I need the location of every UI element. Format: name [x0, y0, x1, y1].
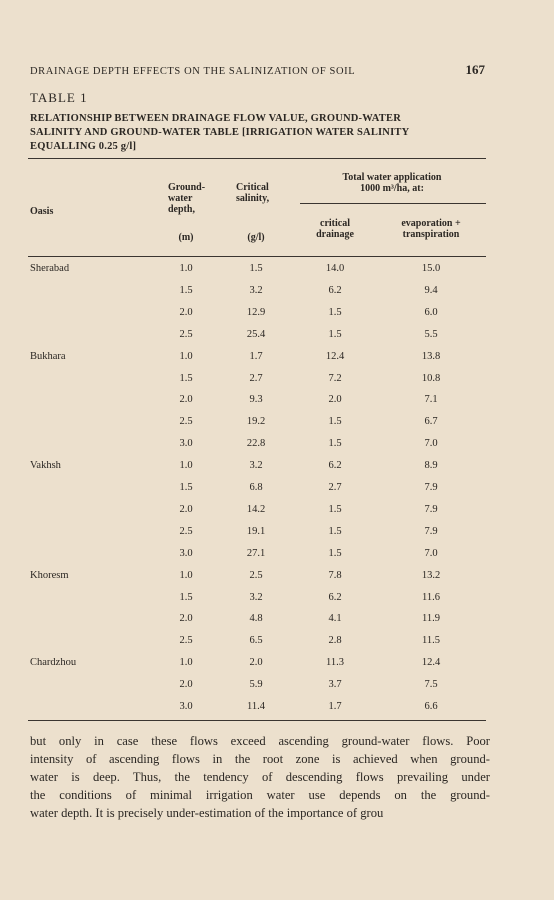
cell-evap: 6.6 — [424, 701, 438, 712]
cell-evap: 5.5 — [424, 328, 438, 340]
cell-salinity: 22.8 — [246, 438, 266, 450]
cell-depth: 1.0 — [179, 569, 193, 581]
cell-evap: 10.8 — [421, 372, 441, 384]
table-label: TABLE 1 — [30, 90, 88, 105]
cell-evap: 11.5 — [422, 635, 440, 647]
cell-oasis: Khoresm — [30, 569, 69, 581]
cell-evap: 13.8 — [421, 350, 441, 362]
cell-salinity: 3.2 — [249, 591, 263, 603]
cell-depth: 2.5 — [179, 416, 193, 428]
cell-depth: 2.5 — [179, 525, 193, 537]
col-header-drainage — [300, 218, 370, 240]
cell-drainage: 12.4 — [325, 350, 345, 362]
cell-evap: 6.0 — [424, 306, 438, 318]
cell-evap: 7.9 — [424, 503, 438, 515]
cell-evap: 12.4 — [421, 657, 441, 669]
caption-line: EQUALLING 0.25 g/l] — [30, 141, 137, 152]
cell-depth: 1.0 — [179, 350, 193, 362]
cell-drainage: 1.5 — [328, 438, 342, 450]
col-header-evap-line: evaporation + — [401, 218, 461, 229]
cell-salinity: 1.7 — [249, 350, 263, 362]
cell-depth: 1.0 — [179, 263, 193, 274]
cell-oasis: Sherabad — [30, 263, 70, 274]
body-line: the conditions of minimal irrigation water use depends on the ground- — [30, 788, 490, 802]
cell-drainage: 1.5 — [328, 503, 342, 515]
cell-evap: 7.0 — [424, 547, 438, 559]
cell-evap: 11.9 — [422, 613, 440, 625]
body-line: but only in case these flows exceed ascending ground-water flows. Poor — [30, 734, 490, 748]
body-line: water depth. It is precisely under-estimation of the importance of grou — [30, 806, 384, 820]
col-header-depth-line: depth, — [168, 204, 195, 215]
cell-oasis: Chardzhou — [30, 657, 77, 669]
cell-drainage: 14.0 — [325, 263, 345, 274]
cell-salinity: 25.4 — [246, 328, 266, 340]
col-header-total-line: 1000 m³/ha, at: — [360, 183, 424, 194]
col-header-depth-line: water — [168, 193, 193, 204]
col-header-drainage-line: drainage — [316, 229, 354, 240]
cell-depth: 3.0 — [179, 701, 193, 712]
col-header-drainage-line: critical — [320, 218, 350, 229]
cell-drainage: 6.2 — [328, 460, 342, 472]
cell-drainage: 3.7 — [328, 679, 342, 691]
col-header-oasis: Oasis — [30, 206, 54, 217]
cell-depth: 2.0 — [179, 503, 193, 515]
cell-depth: 1.0 — [179, 460, 193, 472]
col-header-evap-line: transpiration — [402, 229, 460, 240]
cell-salinity: 5.9 — [249, 679, 263, 691]
cell-drainage: 2.8 — [328, 635, 342, 647]
cell-salinity: 1.5 — [249, 263, 263, 274]
cell-drainage: 7.2 — [328, 372, 342, 384]
cell-drainage: 1.5 — [328, 547, 342, 559]
cell-depth: 3.0 — [179, 547, 193, 559]
col-header-salinity — [236, 182, 269, 204]
table-caption — [30, 112, 485, 154]
caption-line: SALINITY AND GROUND-WATER TABLE [IRRIGATION WATER SALINITY — [30, 127, 410, 138]
col-header-total — [300, 172, 484, 194]
cell-salinity: 4.8 — [249, 613, 263, 625]
cell-evap: 6.7 — [424, 416, 438, 428]
cell-evap: 7.0 — [424, 438, 438, 450]
cell-depth: 2.5 — [179, 635, 193, 647]
cell-drainage: 1.5 — [328, 328, 342, 340]
cell-drainage: 6.2 — [328, 591, 342, 603]
cell-salinity: 11.4 — [247, 701, 265, 712]
cell-drainage: 4.1 — [328, 613, 342, 625]
cell-oasis: Vakhsh — [30, 460, 61, 472]
cell-salinity: 14.2 — [246, 503, 266, 515]
cell-depth: 1.5 — [179, 591, 193, 603]
cell-salinity: 2.7 — [249, 372, 263, 384]
cell-salinity: 19.1 — [246, 525, 266, 537]
cell-depth: 1.0 — [179, 657, 193, 669]
body-line: intensity of ascending flows in the root zone is achieved when ground- — [30, 752, 490, 766]
cell-depth: 1.5 — [179, 284, 193, 296]
cell-depth: 2.5 — [179, 328, 193, 340]
cell-salinity: 3.2 — [249, 284, 263, 296]
cell-evap: 7.9 — [424, 482, 438, 493]
col-header-salinity-line: salinity, — [236, 193, 270, 204]
cell-salinity: 3.2 — [249, 460, 263, 472]
cell-evap: 11.6 — [422, 591, 440, 603]
cell-oasis: Bukhara — [30, 350, 66, 362]
cell-salinity: 6.8 — [249, 482, 263, 493]
cell-salinity: 12.9 — [246, 306, 266, 318]
col-header-evap — [386, 218, 476, 240]
caption-line: RELATIONSHIP BETWEEN DRAINAGE FLOW VALUE, GROUND-WATER — [30, 113, 401, 124]
col-header-salinity-unit: (g/l) — [247, 232, 265, 243]
cell-drainage: 1.5 — [328, 416, 342, 428]
cell-depth: 2.0 — [179, 394, 193, 406]
cell-evap: 7.1 — [424, 394, 438, 406]
cell-salinity: 2.0 — [249, 657, 263, 669]
cell-drainage: 2.7 — [328, 482, 342, 493]
cell-depth: 3.0 — [179, 438, 193, 450]
header-bottom-rule — [28, 256, 486, 257]
body-line: water is deep. Thus, the tendency of descending flows prevailing under — [30, 770, 490, 784]
cell-depth: 2.0 — [179, 679, 193, 691]
body-paragraph — [30, 732, 490, 822]
cell-drainage: 1.7 — [328, 701, 342, 712]
cell-evap: 13.2 — [421, 569, 441, 581]
running-head — [30, 62, 485, 78]
col-header-salinity-line: Critical — [236, 182, 269, 193]
cell-salinity: 19.2 — [246, 416, 266, 428]
table-bottom-rule — [28, 720, 486, 721]
col-header-depth-line: Ground- — [168, 182, 206, 193]
cell-drainage: 2.0 — [328, 394, 342, 406]
cell-depth: 1.5 — [179, 482, 193, 493]
cell-salinity: 6.5 — [249, 635, 263, 647]
cell-evap: 7.9 — [424, 525, 438, 537]
table-top-rule — [28, 158, 486, 159]
spanner-rule — [300, 203, 486, 204]
cell-salinity: 9.3 — [249, 394, 263, 406]
cell-drainage: 7.8 — [328, 569, 342, 581]
cell-drainage: 11.3 — [326, 657, 344, 669]
cell-depth: 2.0 — [179, 306, 193, 318]
running-title: DRAINAGE DEPTH EFFECTS ON THE SALINIZATION OF SOIL — [30, 66, 356, 77]
col-header-total-line: Total water application — [342, 172, 442, 183]
cell-depth: 2.0 — [179, 613, 193, 625]
cell-salinity: 27.1 — [246, 547, 266, 559]
col-header-depth — [168, 182, 205, 215]
cell-evap: 7.5 — [424, 679, 438, 691]
cell-evap: 9.4 — [424, 284, 438, 296]
cell-depth: 1.5 — [179, 372, 193, 384]
cell-salinity: 2.5 — [249, 569, 263, 581]
cell-evap: 15.0 — [421, 263, 441, 274]
cell-evap: 8.9 — [424, 460, 438, 472]
col-header-depth-unit: (m) — [178, 232, 194, 243]
page-number: 167 — [465, 62, 485, 77]
cell-drainage: 1.5 — [328, 306, 342, 318]
cell-drainage: 6.2 — [328, 284, 342, 296]
cell-drainage: 1.5 — [328, 525, 342, 537]
